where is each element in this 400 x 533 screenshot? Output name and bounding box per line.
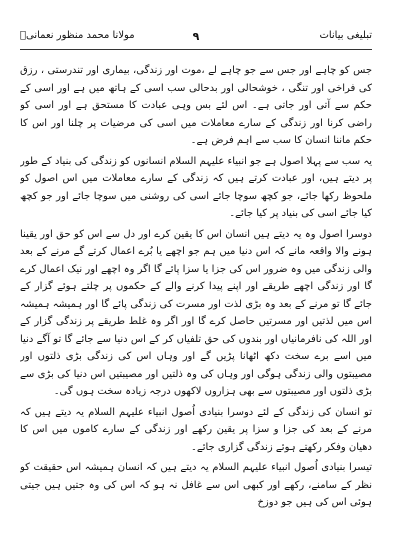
page-body [20,62,372,522]
paragraph-2: یہ سب سے پہلا اصول ہے جو انبیاء علیہم السلام انسانوں کو زندگی کی بنیاد کے طور پر دیتے ہیں، اور عبادت کرتے ہیں کہ زندگی کے سارے معاملات میں اس اصول کو ملحوظ رکھا جائے، جو کچھ سوچا جائے اسی کی روشنی میں سوچا جائے اور جو کچھ کیا جائے اسی کی بنیاد پر کیا جائے۔ [20,155,372,219]
page-number: ۹ [192,30,200,43]
paragraph-3: دوسرا اصول وہ یہ دیتے ہیں انسان اس کا یقین کرے اور دل سے اس کو حق اور یقینا ہونے والا واقعہ مانے کہ اس دنیا میں ہم جو اچھے یا بُرے اعمال کرتے گے مرنے کے بعد والی زندگی میں وہ ضرور اس کی جزا یا سزا پائے گا اگر وہ اچھے اور نیک اعمال کرے گا اور زندگی اچھے طریقے اور اپنے پیدا کرنے والے کے حکموں پر چلتے ہوئے گزار کے جائے گا تو مرنے کے بعد وہ بڑی لذت اور مسرت کی زندگی پائے گا اور ہمیشہ ہمیشہ اس میں لذتیں اور مسرتیں حاصل کرے گا اور اگر وہ غلط طریقے پر زندگی گزار کے اور اللہ کی نافرمانیاں اور بندوں کی حق تلفیاں کر کے اس دنیا سے جائے گا تو آگے دنیا میں اسے برے سخت دکھ اٹھانا پڑیں گے اور وہاں اس کی زندگی بڑی ذلتوں اور مصیبتوں والی زندگی ہوگی اور وہاں کی وہ ذلتیں اور مصیبتیں اس دنیا کی بڑی سے بڑی ذلتوں اور مصیبتوں سے بھی ہزاروں لاکھوں درجہ زیادہ سخت ہوں گی۔ [20,228,372,397]
paragraph-5: تیسرا بنیادی اُصول انبیاء علیہم السلام یہ دیتے ہیں کہ انسان ہمیشہ اس حقیقت کو نظر کے سامنے، رکھے اور کبھی اس سے غافل نہ ہو کہ اس کی وہ جتیں ہیں جیتی ہوئی اس کی ہیں جو دوزخ [20,462,372,508]
running-title: تبلیغی بیانات [319,30,372,41]
page-header [20,30,372,46]
header-divider [20,49,372,50]
paragraph-4: تو انسان کی زندگی کے لئے دوسرا بنیادی اُصول انبیاء علیہم السلام یہ دیتے ہیں کہ مرنے کے بعد کی جزا و سزا پر یقین رکھے اور زندگی کے سارے کاموں میں اس کا دھیان وفکر رکھتے ہوئے زندگی گزاری جائے۔ [20,406,372,453]
paragraph-1: جس کو چاہے اور جس سے جو چاہے لے ،موت اور زندگی، بیماری اور تندرستی ، رزق کی فراخی اور تنگی ، خوشحالی اور بدحالی سب اسی کے ہاتھ میں ہے اور اسی کے حکم سے آتی اور جاتی ہے۔ اس لئے بس وہی عبادت کا مستحق ہے اور اسی کو راضی کرنا اور زندگی کے سارے معاملات میں اسی کی مرضیات پر چلنا اور اس کا حکم ماننا انسان کا سب سے اہم فرض ہے۔ [20,65,372,146]
running-author: مولانا محمد منظور نعمانیؒ [20,30,135,41]
